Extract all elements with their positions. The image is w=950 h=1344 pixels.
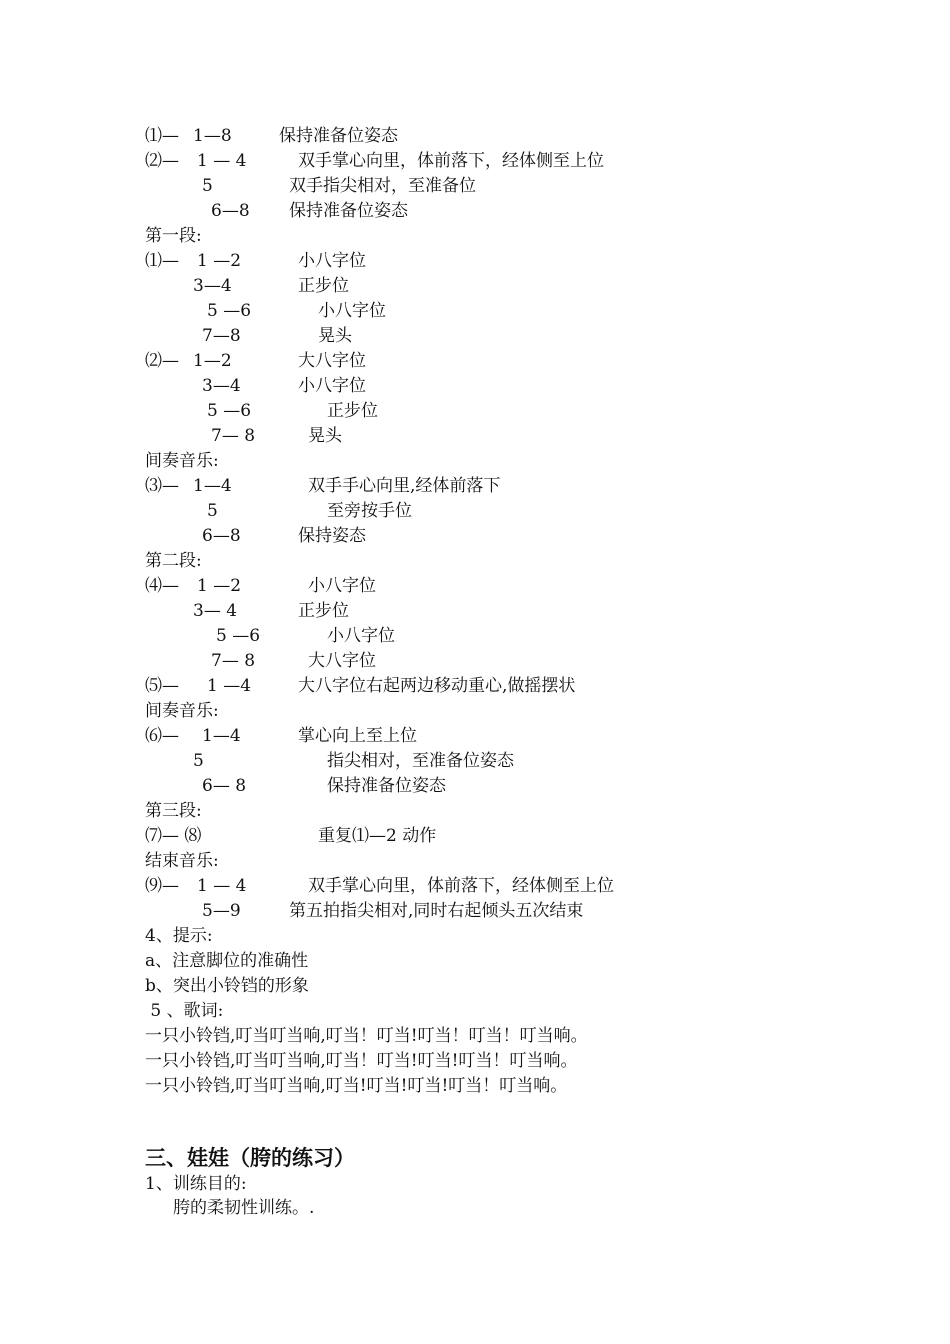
step-count: 7— 8	[211, 426, 256, 446]
step-number: ⑸—	[145, 676, 179, 696]
section-label: 第一段:	[145, 226, 202, 246]
step-action: 大八字位	[298, 351, 366, 371]
step-number: ⑵—	[145, 351, 179, 371]
step-number: ⑴—	[145, 126, 179, 146]
purpose-label: 1、训练目的:	[145, 1174, 247, 1194]
step-action: 正步位	[298, 601, 349, 621]
purpose-text: 胯的柔韧性训练。.	[173, 1198, 315, 1218]
step-count: 5 —6	[216, 626, 261, 646]
step-count: 1—4	[193, 476, 232, 496]
step-action: 指尖相对，至准备位姿态	[327, 751, 514, 771]
lyrics-line: 一只小铃铛,叮当叮当响,叮当!叮当!叮当!叮当！叮当响。	[145, 1076, 568, 1096]
step-action: 正步位	[298, 276, 349, 296]
step-count: 1 — 4	[197, 876, 247, 896]
step-count: 3—4	[193, 276, 232, 296]
step-count: 6— 8	[202, 776, 247, 796]
step-count: 3— 4	[193, 601, 238, 621]
step-count: 1—4	[202, 726, 241, 746]
step-action: 小八字位	[318, 301, 386, 321]
step-action: 正步位	[327, 401, 378, 421]
step-action: 小八字位	[298, 376, 366, 396]
step-action: 双手掌心向里，体前落下，经体侧至上位	[308, 876, 614, 896]
step-count: 7— 8	[211, 651, 256, 671]
step-count: 6—8	[211, 201, 250, 221]
tip-item: a、注意脚位的准确性	[145, 951, 309, 971]
step-number: ⑴—	[145, 251, 179, 271]
step-count: 5	[207, 501, 218, 521]
step-count: 1 —4	[207, 676, 252, 696]
step-number: ⑶—	[145, 476, 179, 496]
step-number: ⑼—	[145, 876, 179, 896]
section-label: 间奏音乐:	[145, 451, 219, 471]
step-action: 第五拍指尖相对,同时右起倾头五次结束	[289, 901, 584, 921]
step-action: 小八字位	[298, 251, 366, 271]
section-label: 第二段:	[145, 551, 202, 571]
step-action: 小八字位	[327, 626, 395, 646]
step-count: 1 —2	[197, 251, 242, 271]
step-action: 双手指尖相对，至准备位	[289, 176, 476, 196]
step-action: 小八字位	[308, 576, 376, 596]
step-action: 保持准备位姿态	[279, 126, 398, 146]
section-label: 间奏音乐:	[145, 701, 219, 721]
step-count: 5 —6	[207, 401, 252, 421]
lyrics-label: 5 、歌词:	[145, 1001, 224, 1021]
step-action: 至旁按手位	[327, 501, 412, 521]
step-count: 1—2	[193, 351, 232, 371]
step-count: 1 — 4	[197, 151, 247, 171]
lyrics-line: 一只小铃铛,叮当叮当响,叮当！叮当!叮当!叮当！叮当响。	[145, 1051, 578, 1071]
section-heading: 三、娃娃（胯的练习）	[145, 1145, 355, 1170]
step-count: 5	[193, 751, 204, 771]
step-count: 5	[202, 176, 213, 196]
step-action: 双手掌心向里，体前落下，经体侧至上位	[298, 151, 604, 171]
section-label: 第三段:	[145, 801, 202, 821]
step-action: 大八字位	[308, 651, 376, 671]
step-action: 重复⑴—2 动作	[318, 826, 437, 846]
step-count: 5 —6	[207, 301, 252, 321]
step-action: 大八字位右起两边移动重心,做摇摆状	[298, 676, 576, 696]
step-count: 1—8	[193, 126, 232, 146]
step-action: 晃头	[318, 326, 352, 346]
step-action: 保持准备位姿态	[327, 776, 446, 796]
step-count: 7—8	[202, 326, 241, 346]
section-label: 结束音乐:	[145, 851, 219, 871]
step-number: ⑺— ⑻	[145, 826, 202, 846]
lyrics-line: 一只小铃铛,叮当叮当响,叮当！叮当!叮当！叮当！叮当响。	[145, 1026, 588, 1046]
tips-label: 4、提示:	[145, 926, 213, 946]
step-action: 保持准备位姿态	[289, 201, 408, 221]
step-action: 保持姿态	[298, 526, 366, 546]
step-action: 双手手心向里,经体前落下	[308, 476, 501, 496]
step-action: 掌心向上至上位	[298, 726, 417, 746]
step-count: 1 —2	[197, 576, 242, 596]
step-action: 晃头	[308, 426, 342, 446]
tip-item: b、突出小铃铛的形象	[145, 976, 309, 996]
step-count: 5—9	[202, 901, 241, 921]
step-number: ⑷—	[145, 576, 179, 596]
step-count: 6—8	[202, 526, 241, 546]
step-number: ⑵—	[145, 151, 179, 171]
step-count: 3—4	[202, 376, 241, 396]
step-number: ⑹—	[145, 726, 179, 746]
